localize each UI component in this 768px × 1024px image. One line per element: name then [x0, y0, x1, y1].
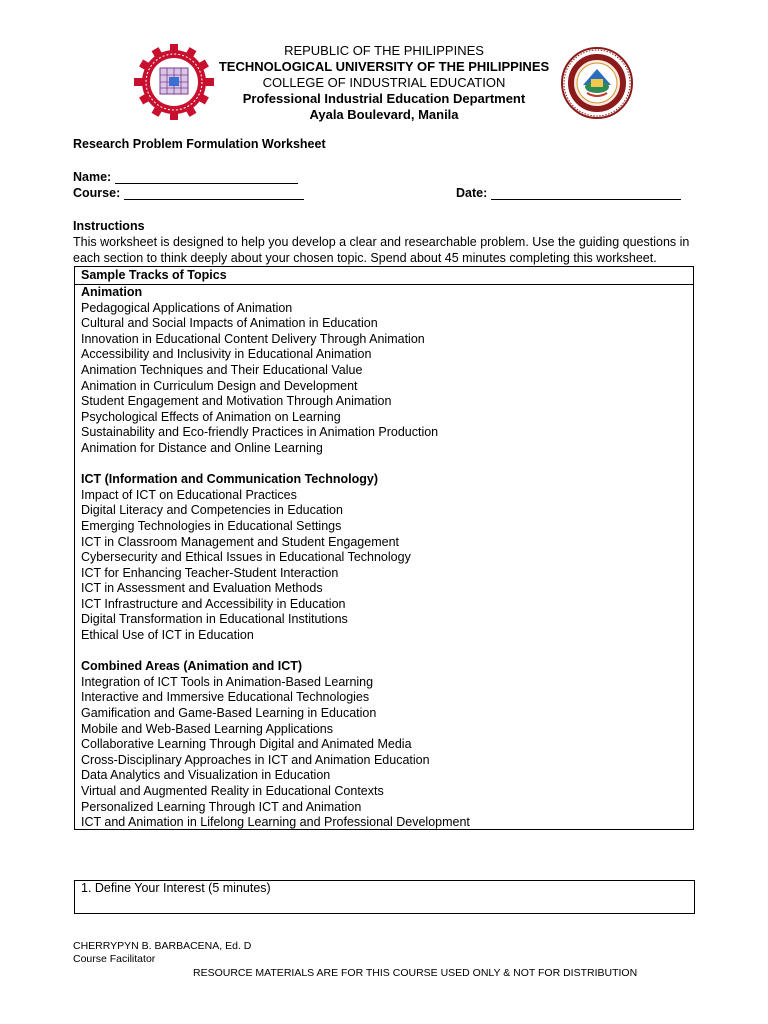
facilitator-role: Course Facilitator: [73, 953, 156, 965]
list-item: Student Engagement and Motivation Through Animation: [81, 394, 392, 409]
list-item: Virtual and Augmented Reality in Educational Contexts: [81, 784, 384, 798]
list-item: ICT Infrastructure and Accessibility in Education: [81, 596, 346, 611]
name-field[interactable]: [73, 170, 298, 184]
letterhead-country: REPUBLIC OF THE PHILIPPINES: [284, 43, 484, 58]
course-blank[interactable]: [124, 187, 304, 200]
list-item: Ethical Use of ICT in Education: [81, 628, 254, 643]
list-item: Digital Transformation in Educational Institutions: [81, 612, 348, 627]
list-item: Collaborative Learning Through Digital and Animated Media: [81, 737, 412, 752]
topics-table-header: Sample Tracks of Topics: [75, 267, 693, 285]
list-item: Sustainability and Eco-friendly Practices in Animation Production: [81, 425, 439, 440]
list-item: Cultural and Social Impacts of Animation in Education: [81, 316, 378, 331]
letterhead-department: Professional Industrial Education Department: [242, 91, 526, 106]
section-spacer: [81, 457, 693, 473]
define-interest-box[interactable]: [74, 880, 695, 914]
date-label: Date:: [456, 186, 488, 200]
list-item: Animation Techniques and Their Educational Value: [81, 362, 363, 377]
college-seal-icon: [559, 46, 635, 120]
instructions-heading: Instructions: [73, 219, 145, 233]
list-item: Animation in Curriculum Design and Development: [81, 378, 358, 393]
list-item: Mobile and Web-Based Learning Applications: [81, 721, 334, 736]
topics-table: [74, 266, 694, 830]
footer-disclaimer: RESOURCE MATERIALS ARE FOR THIS COURSE USED ONLY & NOT FOR DISTRIBUTION: [193, 967, 638, 979]
section-title-combined: Combined Areas (Animation and ICT): [81, 659, 303, 674]
list-item: Accessibility and Inclusivity in Educational Animation: [81, 347, 372, 362]
list-item: Pedagogical Applications of Animation: [81, 300, 293, 315]
list-item: Integration of ICT Tools in Animation-Based Learning: [81, 674, 374, 689]
letterhead-address: Ayala Boulevard, Manila: [309, 107, 459, 122]
footer-facilitator: [73, 940, 251, 966]
list-item: Emerging Technologies in Educational Settings: [81, 518, 342, 533]
facilitator-name: CHERRYPYN B. BARBACENA, Ed. D: [73, 940, 252, 952]
list-item: Gamification and Game-Based Learning in Education: [81, 706, 377, 721]
date-field[interactable]: [456, 186, 681, 200]
list-item: Animation for Distance and Online Learning: [81, 440, 323, 455]
list-item: Psychological Effects of Animation on Learning: [81, 409, 341, 424]
date-blank[interactable]: [491, 187, 681, 200]
section-title-ict: ICT (Information and Communication Technology): [81, 472, 378, 487]
list-item: ICT for Enhancing Teacher-Student Interaction: [81, 565, 339, 580]
list-item: Impact of ICT on Educational Practices: [81, 487, 297, 502]
letterhead-university: TECHNOLOGICAL UNIVERSITY OF THE PHILIPPINES: [218, 59, 550, 74]
course-label: Course:: [73, 186, 121, 200]
topics-table-body: [75, 285, 693, 831]
worksheet-title: Research Problem Formulation Worksheet: [73, 137, 326, 151]
list-item: Data Analytics and Visualization in Education: [81, 768, 331, 783]
list-item: ICT in Assessment and Evaluation Methods: [81, 581, 323, 596]
list-item: Interactive and Immersive Educational Technologies: [81, 690, 370, 705]
section-title-animation: Animation: [81, 285, 143, 299]
list-item: Cybersecurity and Ethical Issues in Educational Technology: [81, 550, 411, 565]
list-item: ICT and Animation in Lifelong Learning and Professional Development: [81, 815, 470, 830]
name-label: Name:: [73, 170, 112, 184]
list-item: ICT in Classroom Management and Student Engagement: [81, 534, 400, 549]
course-field[interactable]: [73, 186, 304, 200]
list-item: Innovation in Educational Content Delivery Through Animation: [81, 331, 425, 346]
list-item: Personalized Learning Through ICT and Animation: [81, 799, 362, 814]
list-item: Cross-Disciplinary Approaches in ICT and Animation Education: [81, 752, 430, 767]
university-seal-icon: [134, 44, 214, 120]
letterhead-college: COLLEGE OF INDUSTRIAL EDUCATION: [262, 75, 506, 90]
letterhead: [214, 43, 554, 123]
name-blank[interactable]: [115, 171, 298, 184]
define-interest-label: 1. Define Your Interest (5 minutes): [81, 881, 271, 895]
instructions-text: This worksheet is designed to help you develop a clear and researchable problem. Use the guiding questions in each section to think deeply about your chosen topic. Spend about 45 minutes completing this worksheet.: [73, 235, 690, 265]
list-item: Digital Literacy and Competencies in Education: [81, 503, 343, 518]
section-spacer: [81, 644, 693, 660]
